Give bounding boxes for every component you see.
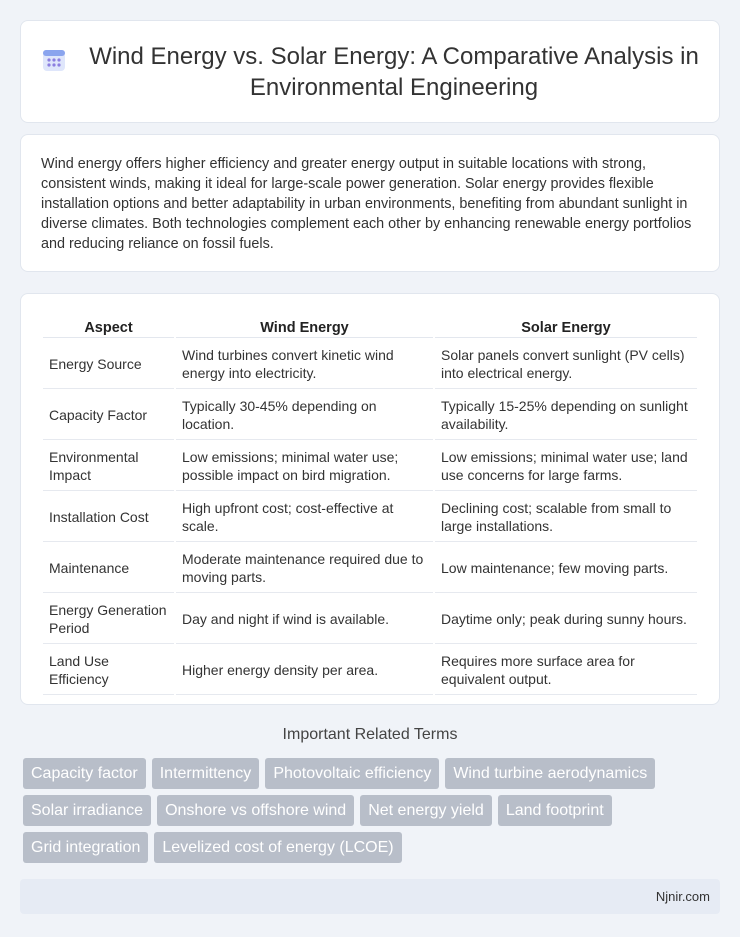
- cell-wind: Day and night if wind is available.: [176, 595, 433, 644]
- cell-solar: Typically 15-25% depending on sunlight availability.: [435, 391, 697, 440]
- cell-solar: Daytime only; peak during sunny hours.: [435, 595, 697, 644]
- title-card: [20, 20, 720, 123]
- tag-net-energy-yield[interactable]: Net energy yield: [360, 795, 492, 826]
- table-row: [43, 340, 697, 389]
- cell-aspect: Energy Source: [43, 340, 174, 389]
- related-terms-list: [20, 758, 700, 869]
- page-title: Wind Energy vs. Solar Energy: A Comparative Analysis in Environmental Engineering: [89, 42, 699, 101]
- cell-aspect: Capacity Factor: [43, 391, 174, 440]
- header-aspect: Aspect: [43, 316, 174, 338]
- cell-aspect: Land Use Efficiency: [43, 646, 174, 695]
- tag-wind-turbine-aerodynamics[interactable]: Wind turbine aerodynamics: [445, 758, 655, 789]
- summary-card: [20, 134, 720, 272]
- table-row: [43, 595, 697, 644]
- table-row: [43, 442, 697, 491]
- tag-capacity-factor[interactable]: Capacity factor: [23, 758, 146, 789]
- cell-wind: Higher energy density per area.: [176, 646, 433, 695]
- cell-solar: Requires more surface area for equivalent output.: [435, 646, 697, 695]
- tag-land-footprint[interactable]: Land footprint: [498, 795, 612, 826]
- cell-aspect: Energy Generation Period: [43, 595, 174, 644]
- table-row: [43, 391, 697, 440]
- comparison-table: [41, 314, 699, 697]
- cell-solar: Low maintenance; few moving parts.: [435, 544, 697, 593]
- summary-text: Wind energy offers higher efficiency and greater energy output in suitable locations with strong, consistent winds, making it ideal for large-scale power generation. Solar energy provides flexible installation options and better adaptability in urban environments, benefiting from abundant sunlight in diverse climates. Both technologies complement each other by enhancing renewable energy portfolios and reducing reliance on fossil fuels.: [41, 156, 692, 252]
- cell-aspect: Installation Cost: [43, 493, 174, 542]
- footer: [20, 879, 720, 914]
- table-header-row: [43, 316, 697, 338]
- table-row: [43, 544, 697, 593]
- tag-solar-irradiance[interactable]: Solar irradiance: [23, 795, 151, 826]
- cell-solar: Declining cost; scalable from small to large installations.: [435, 493, 697, 542]
- cell-wind: Low emissions; minimal water use; possible impact on bird migration.: [176, 442, 433, 491]
- tag-intermittency[interactable]: Intermittency: [152, 758, 260, 789]
- cell-wind: High upfront cost; cost-effective at scale.: [176, 493, 433, 542]
- cell-wind: Typically 30-45% depending on location.: [176, 391, 433, 440]
- comparison-table-card: [20, 293, 720, 705]
- cell-solar: Low emissions; minimal water use; land use concerns for large farms.: [435, 442, 697, 491]
- tag-photovoltaic-efficiency[interactable]: Photovoltaic efficiency: [265, 758, 439, 789]
- related-terms-heading: Important Related Terms: [282, 726, 458, 743]
- footer-site-name[interactable]: Njnir.com: [655, 889, 710, 904]
- tag-onshore-vs-offshore-wind[interactable]: Onshore vs offshore wind: [157, 795, 354, 826]
- tag-grid-integration[interactable]: Grid integration: [23, 832, 148, 863]
- table-row: [43, 493, 697, 542]
- tag-lcoe[interactable]: Levelized cost of energy (LCOE): [154, 832, 401, 863]
- cell-wind: Wind turbines convert kinetic wind energy into electricity.: [176, 340, 433, 389]
- table-row: [43, 646, 697, 695]
- title-wrap: [41, 41, 699, 103]
- cell-aspect: Maintenance: [43, 544, 174, 593]
- cell-aspect: Environmental Impact: [43, 442, 174, 491]
- cell-solar: Solar panels convert sunlight (PV cells) into electrical energy.: [435, 340, 697, 389]
- calendar-icon: [41, 47, 67, 73]
- header-wind: Wind Energy: [176, 316, 433, 338]
- header-solar: Solar Energy: [435, 316, 697, 338]
- cell-wind: Moderate maintenance required due to moving parts.: [176, 544, 433, 593]
